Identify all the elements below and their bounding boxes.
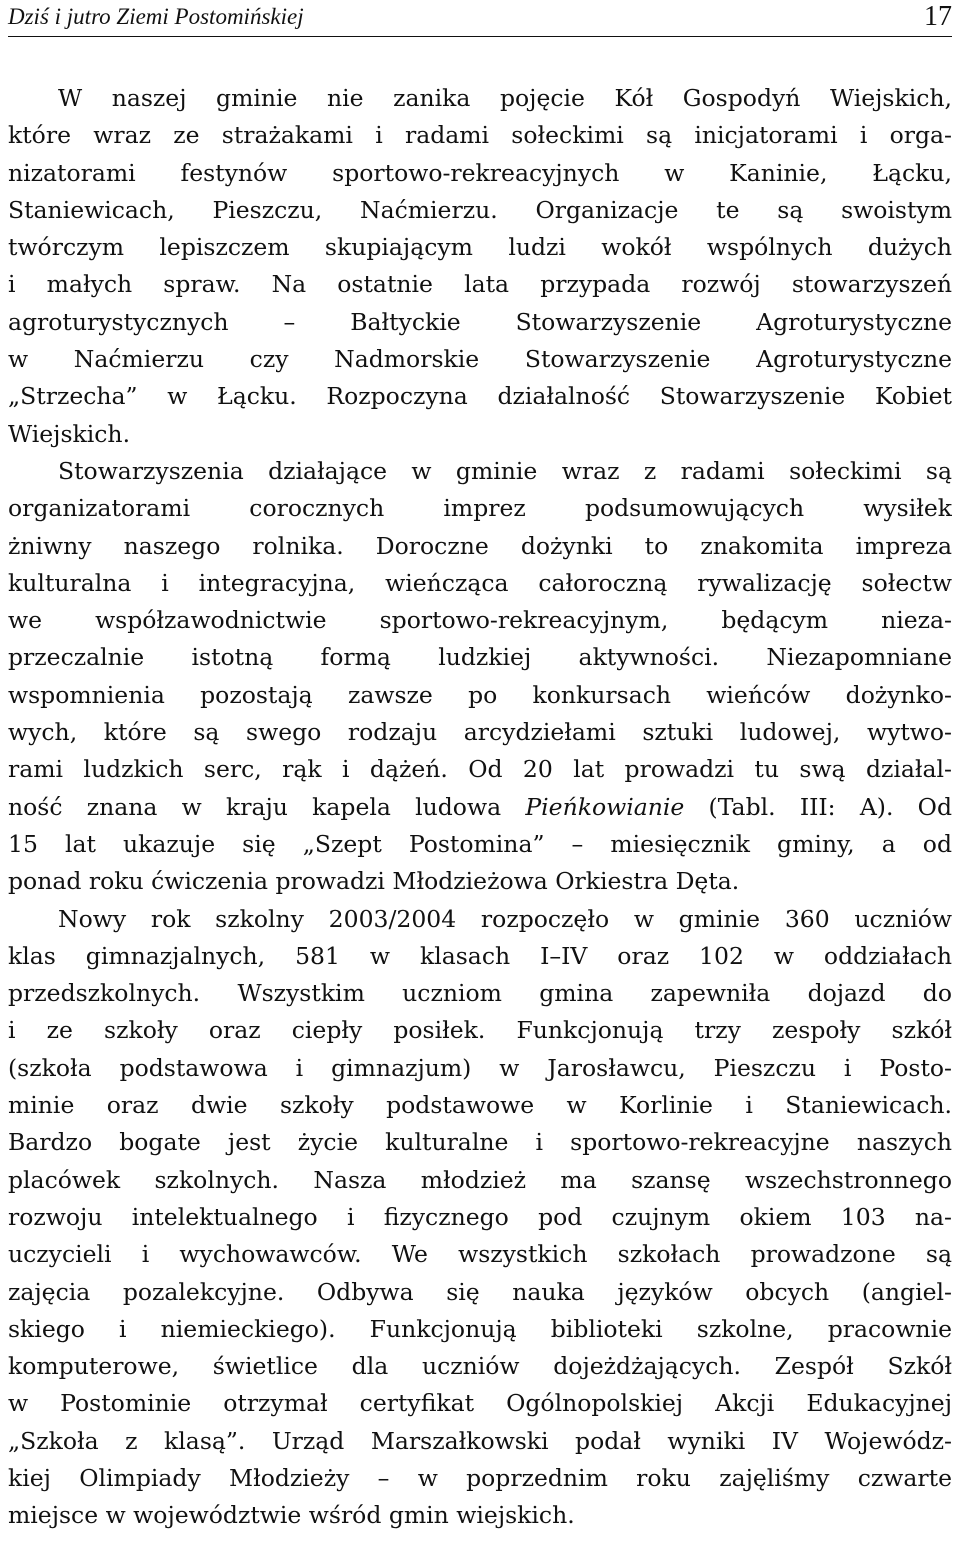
text-segment: (Tabl. III: A). Od — [684, 792, 952, 821]
text-segment: ność znana w kraju kapela ludowa — [8, 792, 526, 821]
text-line: przedszkolnych. Wszystkim uczniom gmina zapewniła dojazd do — [8, 979, 952, 1008]
text-line: W naszej gminie nie zanika pojęcie Kół Gospodyń Wiejskich, — [58, 84, 952, 112]
text-line: przeczalnie istotną formą ludzkiej aktywności. Niezapomniane — [8, 643, 952, 672]
text-line: nizatorami festynów sportowo-rekreacyjnych w Kaninie, Łącku, — [8, 158, 952, 187]
text-line: „Strzecha” w Łącku. Rozpoczyna działalność Stowarzyszenie Kobiet — [8, 382, 952, 411]
text-line: ponad roku ćwiczenia prowadzi Młodzieżowa Orkiestra Dęta. — [8, 867, 740, 896]
text-line: w Postominie otrzymał certyfikat Ogólnopolskiej Akcji Edukacyjnej — [8, 1389, 952, 1418]
text-line: miejsce w województwie wśród gmin wiejskich. — [8, 1501, 575, 1530]
text-line: kiej Olimpiady Młodzieży – w poprzednim roku zajęliśmy czwarte — [8, 1463, 952, 1492]
text-line: które wraz ze strażakami i radami sołeckimi są inicjatorami i orga- — [8, 121, 952, 150]
text-line: rozwoju intelektualnego i fizycznego pod czujnym okiem 103 na- — [8, 1202, 952, 1231]
text-line: kulturalna i integracyjna, wieńcząca całoroczną rywalizację sołectw — [8, 568, 952, 597]
text-line: we współzawodnictwie sportowo-rekreacyjnym, będącym nieza- — [8, 606, 952, 635]
text-line: minie oraz dwie szkoły podstawowe w Korlinie i Staniewicach. — [8, 1091, 952, 1120]
text-line: Stowarzyszenia działające w gminie wraz z radami sołeckimi są — [58, 456, 952, 485]
text-line: klas gimnazjalnych, 581 w klasach I–IV oraz 102 w oddziałach — [8, 941, 952, 970]
text-line: Nowy rok szkolny 2003/2004 rozpoczęło w gminie 360 uczniów — [58, 904, 952, 933]
text-line: organizatorami corocznych imprez podsumowujących wysiłek — [8, 494, 952, 523]
text-line: agroturystycznych – Bałtyckie Stowarzyszenie Agroturystyczne — [8, 307, 952, 336]
text-line: placówek szkolnych. Nasza młodzież ma szansę wszechstronnego — [8, 1165, 952, 1194]
text-line: i małych spraw. Na ostatnie lata przypada rozwój stowarzyszeń — [8, 270, 952, 299]
page-header — [8, 0, 952, 37]
text-line: Staniewicach, Pieszczu, Naćmierzu. Organizacje te są swoistym — [8, 195, 952, 224]
running-header-title: Dziś i jutro Ziemi Postomińskiej — [8, 4, 304, 29]
text-line: Wiejskich. — [8, 419, 131, 448]
band-name: Pieńkowianie — [525, 792, 685, 821]
text-line: uczycieli i wychowawców. We wszystkich szkołach prowadzone są — [8, 1240, 952, 1269]
text-line: 15 lat ukazuje się „Szept Postomina” – miesięcznik gminy, a od — [8, 829, 952, 858]
text-line: zajęcia pozalekcyjne. Odbywa się nauka języków obcych (angiel- — [8, 1277, 952, 1306]
text-line: wspomnienia pozostają zawsze po konkursach wieńców dożynko- — [8, 680, 952, 709]
text-line: twórczym lepiszczem skupiającym ludzi wokół wspólnych dużych — [8, 233, 952, 262]
text-line: „Szkoła z klasą”. Urząd Marszałkowski podał wyniki IV Wojewódz- — [8, 1426, 952, 1455]
text-line-with-italic — [8, 789, 952, 826]
text-line: skiego i niemieckiego). Funkcjonują biblioteki szkolne, pracownie — [8, 1314, 952, 1343]
text-line: rami ludzkich serc, rąk i dążeń. Od 20 lat prowadzi tu swą działal- — [8, 755, 952, 784]
text-line: komputerowe, świetlice dla uczniów dojeżdżających. Zespół Szkół — [8, 1352, 952, 1381]
body-text — [8, 80, 952, 1535]
text-line: Bardzo bogate jest życie kulturalne i sportowo-rekreacyjne naszych — [8, 1128, 952, 1157]
page-number: 17 — [924, 1, 952, 32]
text-line: w Naćmierzu czy Nadmorskie Stowarzyszenie Agroturystyczne — [8, 345, 952, 374]
text-line: (szkoła podstawowa i gimnazjum) w Jarosławcu, Pieszczu i Posto- — [8, 1053, 952, 1082]
text-line: i ze szkoły oraz ciepły posiłek. Funkcjonują trzy zespoły szkół — [8, 1016, 952, 1045]
text-line: żniwny naszego rolnika. Doroczne dożynki to znakomita impreza — [8, 531, 952, 560]
text-line: wych, które są swego rodzaju arcydziełami sztuki ludowej, wytwo- — [8, 718, 952, 747]
